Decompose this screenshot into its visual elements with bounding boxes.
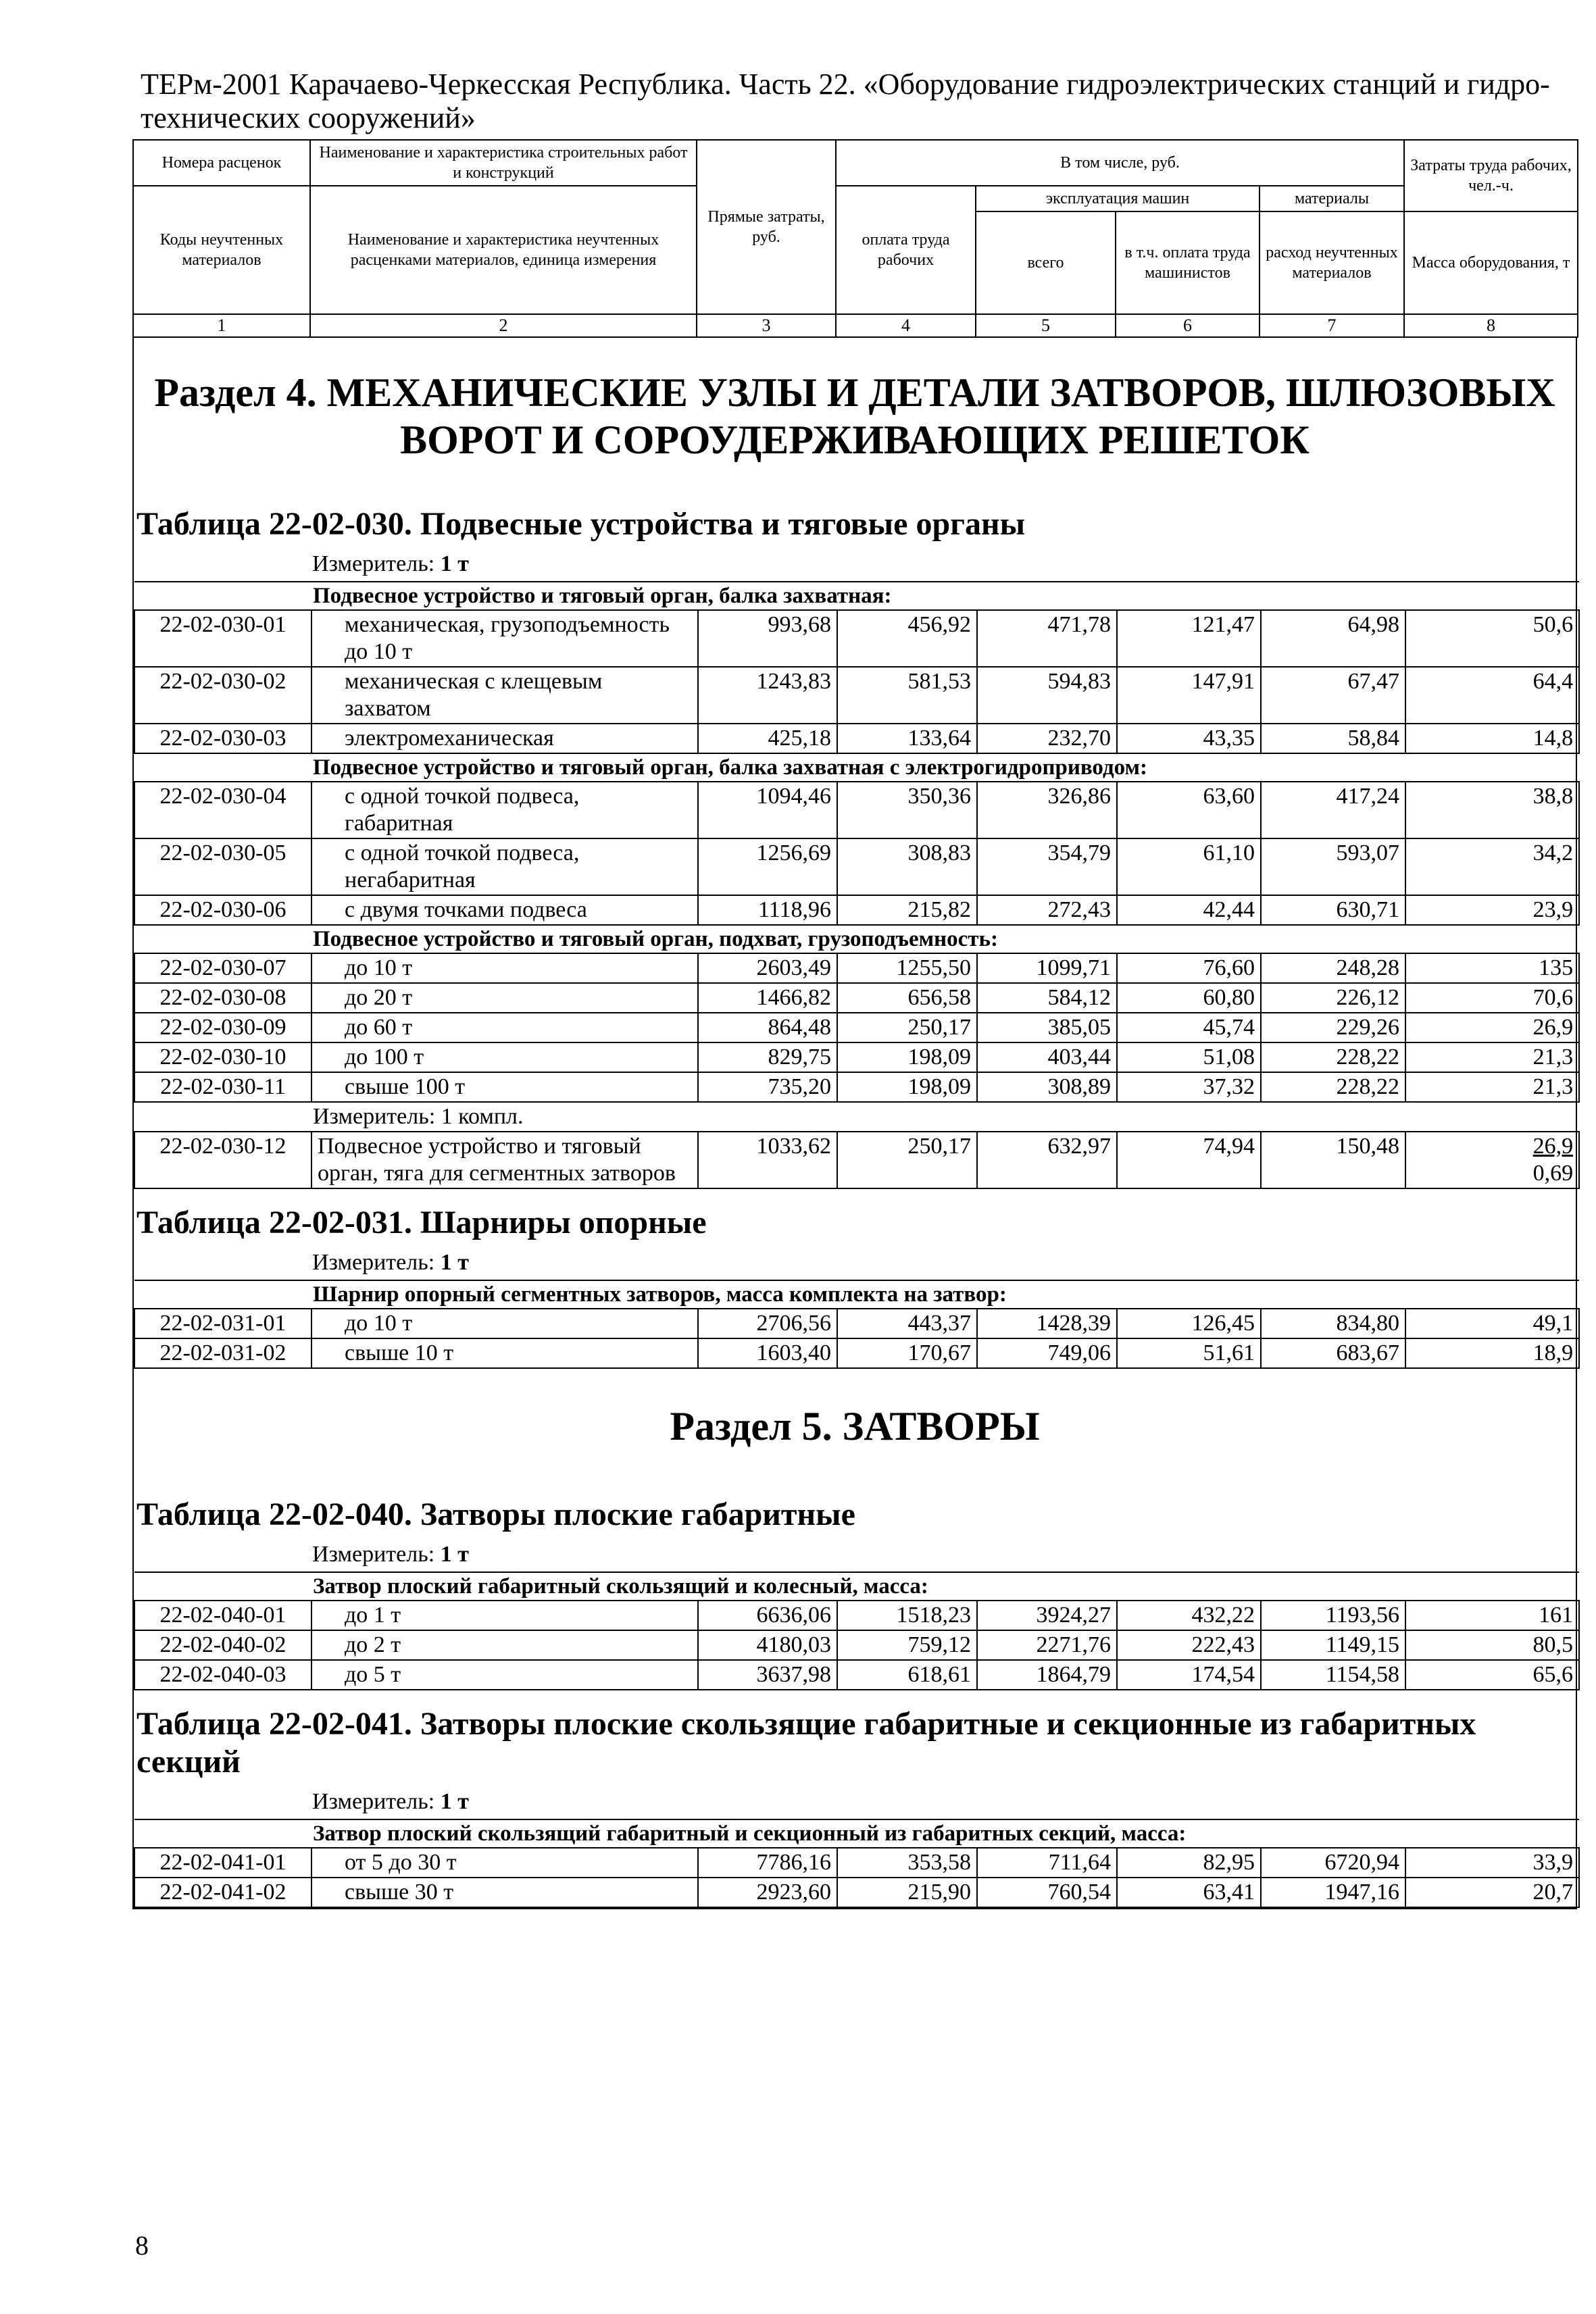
col-number: 7 (1260, 314, 1404, 337)
table-row (134, 953, 1579, 983)
machines-cell: 326,86 (977, 782, 1117, 838)
labor-cell: 49,1 (1405, 1309, 1579, 1338)
table-row (134, 667, 1579, 724)
materials-cell: 226,12 (1261, 983, 1405, 1013)
labor-cell: 26,9 (1405, 1013, 1579, 1042)
col-number: 4 (836, 314, 976, 337)
direct-cost-cell: 3637,98 (698, 1660, 837, 1690)
table-030-meter: Измеритель: 1 т (312, 551, 469, 576)
table-row (134, 1878, 1579, 1907)
table-031-title: Таблица 22-02-031. Шарниры опорные (136, 1205, 707, 1240)
table-030 (134, 581, 1580, 1189)
rate-code-cell: 22-02-030-05 (134, 838, 311, 895)
wages-cell: 308,83 (837, 838, 977, 895)
work-name-cell: с двумя точками подвеса (311, 895, 698, 925)
wages-cell: 198,09 (837, 1042, 977, 1072)
table-row (134, 1630, 1579, 1660)
wages-cell: 443,37 (837, 1309, 977, 1338)
header-machinists: в т.ч. оплата труда машинистов (1116, 211, 1260, 314)
machines-cell: 308,89 (977, 1072, 1117, 1102)
meter-row: Измеритель: 1 компл. (134, 1102, 1579, 1132)
machines-cell: 3924,27 (977, 1601, 1117, 1630)
wages-cell: 215,82 (837, 895, 977, 925)
table-031-meter: Измеритель: 1 т (312, 1250, 469, 1275)
machines-cell: 594,83 (977, 667, 1117, 724)
work-name-cell: до 5 т (311, 1660, 698, 1690)
materials-cell: 417,24 (1261, 782, 1405, 838)
labor-cell: 23,9 (1405, 895, 1579, 925)
machines-cell: 711,64 (977, 1848, 1117, 1878)
work-name-cell: свыше 10 т (311, 1338, 698, 1368)
rate-code-cell: 22-02-030-01 (134, 610, 311, 667)
labor-cell: 50,6 (1405, 610, 1579, 667)
header-name: Наименование и характеристика строительных работ и конструкций (310, 140, 697, 186)
materials-cell: 228,22 (1261, 1072, 1405, 1102)
table-row (134, 838, 1579, 895)
labor-cell: 20,7 (1405, 1878, 1579, 1907)
rate-code-cell: 22-02-030-04 (134, 782, 311, 838)
materials-cell: 58,84 (1261, 724, 1405, 753)
work-name-cell: с одной точкой подвеса, габаритная (311, 782, 698, 838)
machinists-cell: 43,35 (1117, 724, 1261, 753)
wages-cell: 353,58 (837, 1848, 977, 1878)
labor-cell: 135 (1405, 953, 1579, 983)
table-030-title: Таблица 22-02-030. Подвесные устройства и тяговые органы (136, 506, 1026, 542)
labor-cell: 161 (1405, 1601, 1579, 1630)
direct-cost-cell: 1466,82 (698, 983, 837, 1013)
materials-cell: 228,22 (1261, 1042, 1405, 1072)
work-name-cell: Подвесное устройство и тяговый орган, тяга для сегментных затворов (311, 1132, 698, 1188)
machines-cell: 232,70 (977, 724, 1117, 753)
machinists-cell: 45,74 (1117, 1013, 1261, 1042)
header-codes: Коды неучтенных материалов (133, 186, 310, 314)
table-row (134, 1042, 1579, 1072)
machines-cell: 1099,71 (977, 953, 1117, 983)
table-row (134, 1309, 1579, 1338)
work-name-cell: механическая с клещевым захватом (311, 667, 698, 724)
machinists-cell: 63,60 (1117, 782, 1261, 838)
table-031 (134, 1280, 1580, 1369)
wages-cell: 456,92 (837, 610, 977, 667)
materials-cell: 1149,15 (1261, 1630, 1405, 1660)
machines-cell: 272,43 (977, 895, 1117, 925)
materials-cell: 67,47 (1261, 667, 1405, 724)
labor-cell: 65,6 (1405, 1660, 1579, 1690)
rate-code-cell: 22-02-030-03 (134, 724, 311, 753)
labor-cell: 21,3 (1405, 1042, 1579, 1072)
column-header-table (132, 139, 1578, 338)
rate-code-cell: 22-02-041-01 (134, 1848, 311, 1878)
labor-cell: 80,5 (1405, 1630, 1579, 1660)
header-total: всего (976, 211, 1116, 314)
wages-cell: 618,61 (837, 1660, 977, 1690)
machines-cell: 471,78 (977, 610, 1117, 667)
machines-cell: 760,54 (977, 1878, 1117, 1907)
work-name-cell: свыше 30 т (311, 1878, 698, 1907)
machines-cell: 749,06 (977, 1338, 1117, 1368)
work-name-cell: от 5 до 30 т (311, 1848, 698, 1878)
work-name-cell: до 10 т (311, 953, 698, 983)
direct-cost-cell: 864,48 (698, 1013, 837, 1042)
group-heading: Подвесное устройство и тяговый орган, подхват, грузоподъемность: (134, 925, 1579, 953)
rate-code-cell: 22-02-040-02 (134, 1630, 311, 1660)
group-heading: Шарнир опорный сегментных затворов, масса комплекта на затвор: (134, 1280, 1579, 1309)
table-row (134, 1601, 1579, 1630)
direct-cost-cell: 425,18 (698, 724, 837, 753)
table-row (134, 1072, 1579, 1102)
direct-cost-cell: 2923,60 (698, 1878, 837, 1907)
rate-code-cell: 22-02-030-08 (134, 983, 311, 1013)
table-041 (134, 1819, 1580, 1908)
labor-cell (1405, 1132, 1579, 1188)
wages-cell: 215,90 (837, 1878, 977, 1907)
col-number: 6 (1116, 314, 1260, 337)
header-wages: оплата труда рабочих (836, 186, 976, 314)
mass-value: 0,69 (1532, 1161, 1574, 1186)
machinists-cell: 121,47 (1117, 610, 1261, 667)
machinists-cell: 74,94 (1117, 1132, 1261, 1188)
table-row (134, 724, 1579, 753)
direct-cost-cell: 1243,83 (698, 667, 837, 724)
materials-cell: 1947,16 (1261, 1878, 1405, 1907)
materials-cell: 1154,58 (1261, 1660, 1405, 1690)
work-name-cell: механическая, грузоподъемность до 10 т (311, 610, 698, 667)
work-name-cell: до 1 т (311, 1601, 698, 1630)
table-row (134, 983, 1579, 1013)
rate-code-cell: 22-02-030-09 (134, 1013, 311, 1042)
machinists-cell: 82,95 (1117, 1848, 1261, 1878)
materials-cell: 683,67 (1261, 1338, 1405, 1368)
work-name-cell: до 10 т (311, 1309, 698, 1338)
machinists-cell: 51,61 (1117, 1338, 1261, 1368)
table-040-title: Таблица 22-02-040. Затворы плоские габаритные (136, 1496, 855, 1532)
rate-code-cell: 22-02-030-02 (134, 667, 311, 724)
rate-code-cell: 22-02-030-11 (134, 1072, 311, 1102)
group-heading: Затвор плоский скользящий габаритный и секционный из габаритных секций, масса: (134, 1819, 1579, 1848)
table-row (134, 1660, 1579, 1690)
machinists-cell: 432,22 (1117, 1601, 1261, 1630)
wages-cell: 170,67 (837, 1338, 977, 1368)
header-numbers: Номера расценок (133, 140, 310, 186)
group-heading: Подвесное устройство и тяговый орган, балка захватная: (134, 582, 1579, 610)
direct-cost-cell: 7786,16 (698, 1848, 837, 1878)
materials-cell: 1193,56 (1261, 1601, 1405, 1630)
labor-cell: 33,9 (1405, 1848, 1579, 1878)
machinists-cell: 174,54 (1117, 1660, 1261, 1690)
rate-code-cell: 22-02-030-10 (134, 1042, 311, 1072)
machinists-cell: 37,32 (1117, 1072, 1261, 1102)
direct-cost-cell: 2603,49 (698, 953, 837, 983)
work-name-cell: с одной точкой подвеса, негабаритная (311, 838, 698, 895)
direct-cost-cell: 735,20 (698, 1072, 837, 1102)
labor-cell: 38,8 (1405, 782, 1579, 838)
col-number: 3 (697, 314, 836, 337)
col-number: 2 (310, 314, 697, 337)
machinists-cell: 76,60 (1117, 953, 1261, 983)
labor-cell: 14,8 (1405, 724, 1579, 753)
wages-cell: 133,64 (837, 724, 977, 753)
col-number: 1 (133, 314, 310, 337)
machines-cell: 2271,76 (977, 1630, 1117, 1660)
header-materials: материалы (1260, 186, 1404, 211)
wages-cell: 1518,23 (837, 1601, 977, 1630)
header-materials2: расход неучтенных материалов (1260, 211, 1404, 314)
direct-cost-cell: 1603,40 (698, 1338, 837, 1368)
labor-cell: 21,3 (1405, 1072, 1579, 1102)
rate-code-cell: 22-02-030-07 (134, 953, 311, 983)
rate-code-cell: 22-02-040-01 (134, 1601, 311, 1630)
machines-cell: 385,05 (977, 1013, 1117, 1042)
wages-cell: 759,12 (837, 1630, 977, 1660)
labor-value: 26,9 (1532, 1134, 1574, 1159)
section-4-title: Раздел 4. МЕХАНИЧЕСКИЕ УЗЛЫ И ДЕТАЛИ ЗАТВОРОВ, ШЛЮЗОВЫХ ВОРОТ И СОРОУДЕРЖИВАЮЩИХ РЕШЕТОК (154, 370, 1555, 462)
rate-code-cell: 22-02-031-01 (134, 1309, 311, 1338)
work-name-cell: свыше 100 т (311, 1072, 698, 1102)
wages-cell: 250,17 (837, 1013, 977, 1042)
table-row (134, 782, 1579, 838)
direct-cost-cell: 6636,06 (698, 1601, 837, 1630)
materials-cell: 229,26 (1261, 1013, 1405, 1042)
materials-cell: 150,48 (1261, 1132, 1405, 1188)
wages-cell: 250,17 (837, 1132, 977, 1188)
machines-cell: 1428,39 (977, 1309, 1117, 1338)
materials-cell: 248,28 (1261, 953, 1405, 983)
machinists-cell: 61,10 (1117, 838, 1261, 895)
machines-cell: 584,12 (977, 983, 1117, 1013)
materials-cell: 630,71 (1261, 895, 1405, 925)
machines-cell: 403,44 (977, 1042, 1117, 1072)
machinists-cell: 126,45 (1117, 1309, 1261, 1338)
table-body-area (132, 338, 1577, 1909)
labor-cell: 18,9 (1405, 1338, 1579, 1368)
machinists-cell: 147,91 (1117, 667, 1261, 724)
wages-cell: 581,53 (837, 667, 977, 724)
direct-cost-cell: 1256,69 (698, 838, 837, 895)
table-040 (134, 1571, 1580, 1690)
table-row (134, 1013, 1579, 1042)
table-row (134, 610, 1579, 667)
machines-cell: 1864,79 (977, 1660, 1117, 1690)
direct-cost-cell: 993,68 (698, 610, 837, 667)
machinists-cell: 60,80 (1117, 983, 1261, 1013)
direct-cost-cell: 829,75 (698, 1042, 837, 1072)
rate-code-cell: 22-02-041-02 (134, 1878, 311, 1907)
table-040-meter: Измеритель: 1 т (312, 1542, 469, 1567)
rate-code-cell: 22-02-040-03 (134, 1660, 311, 1690)
header-machines: эксплуатация машин (976, 186, 1260, 211)
header-mass: Масса оборудования, т (1404, 211, 1578, 314)
labor-cell: 70,6 (1405, 983, 1579, 1013)
labor-cell: 64,4 (1405, 667, 1579, 724)
page-number: 8 (135, 2230, 149, 2261)
materials-cell: 6720,94 (1261, 1848, 1405, 1878)
document-title: ТЕРм-2001 Карачаево-Черкесская Республика. Часть 22. «Оборудование гидроэлектрических станций и гидро-технических сооружений» (141, 68, 1550, 134)
header-name2: Наименование и характеристика неучтенных расценками материалов, единица измерения (310, 186, 697, 314)
work-name-cell: до 20 т (311, 983, 698, 1013)
wages-cell: 1255,50 (837, 953, 977, 983)
header-incl: В том числе, руб. (836, 140, 1404, 186)
work-name-cell: электромеханическая (311, 724, 698, 753)
table-row (134, 1848, 1579, 1878)
wages-cell: 350,36 (837, 782, 977, 838)
col-number: 5 (976, 314, 1116, 337)
table-row (134, 1338, 1579, 1368)
direct-cost-cell: 2706,56 (698, 1309, 837, 1338)
direct-cost-cell: 1094,46 (698, 782, 837, 838)
materials-cell: 64,98 (1261, 610, 1405, 667)
work-name-cell: до 60 т (311, 1013, 698, 1042)
table-row (134, 1132, 1579, 1188)
direct-cost-cell: 1033,62 (698, 1132, 837, 1188)
rate-code-cell: 22-02-030-06 (134, 895, 311, 925)
machinists-cell: 42,44 (1117, 895, 1261, 925)
machinists-cell: 51,08 (1117, 1042, 1261, 1072)
wages-cell: 198,09 (837, 1072, 977, 1102)
machinists-cell: 63,41 (1117, 1878, 1261, 1907)
materials-cell: 834,80 (1261, 1309, 1405, 1338)
group-heading: Затвор плоский габаритный скользящий и колесный, масса: (134, 1572, 1579, 1601)
header-labor: Затраты труда рабочих, чел.-ч. (1404, 140, 1578, 211)
rate-code-cell: 22-02-030-12 (134, 1132, 311, 1188)
group-heading: Подвесное устройство и тяговый орган, балка захватная с электрогидроприводом: (134, 753, 1579, 782)
direct-cost-cell: 1118,96 (698, 895, 837, 925)
direct-cost-cell: 4180,03 (698, 1630, 837, 1660)
rate-code-cell: 22-02-031-02 (134, 1338, 311, 1368)
machines-cell: 632,97 (977, 1132, 1117, 1188)
table-041-title: Таблица 22-02-041. Затворы плоские скользящие габаритные и секционные из габаритных секций (136, 1706, 1476, 1780)
wages-cell: 656,58 (837, 983, 977, 1013)
work-name-cell: до 100 т (311, 1042, 698, 1072)
labor-cell: 34,2 (1405, 838, 1579, 895)
col-number: 8 (1404, 314, 1578, 337)
main-table-frame (132, 139, 1577, 1909)
machines-cell: 354,79 (977, 838, 1117, 895)
machinists-cell: 222,43 (1117, 1630, 1261, 1660)
column-numbers-row (133, 314, 1578, 337)
materials-cell: 593,07 (1261, 838, 1405, 895)
section-5-title: Раздел 5. ЗАТВОРЫ (670, 1404, 1040, 1449)
header-direct: Прямые затраты, руб. (697, 140, 836, 314)
table-041-meter: Измеритель: 1 т (312, 1789, 469, 1814)
work-name-cell: до 2 т (311, 1630, 698, 1660)
table-row (134, 895, 1579, 925)
